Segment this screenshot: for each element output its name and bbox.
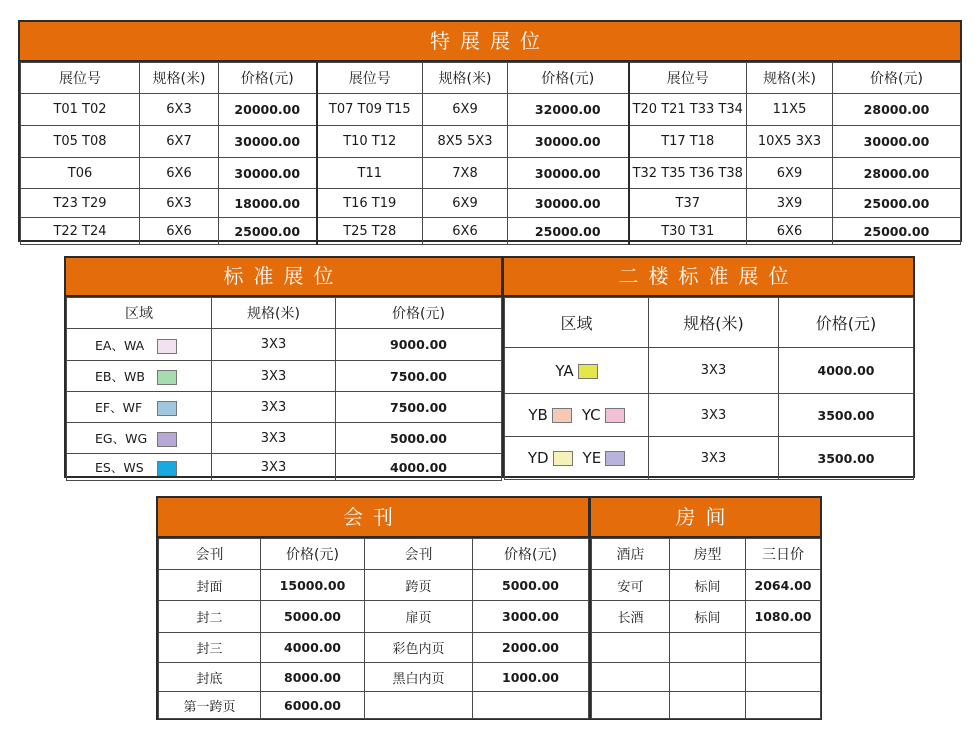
zone-label: YB	[528, 406, 548, 424]
room-price	[746, 663, 821, 692]
booth-size: 6X7	[140, 126, 219, 158]
booth-size: 3X9	[747, 189, 833, 218]
table-row	[67, 361, 502, 392]
zone-label: EG、WG	[95, 431, 148, 446]
booth-number: T25 T28	[317, 218, 423, 245]
booth-number: T22 T24	[21, 218, 140, 245]
table-row	[159, 663, 589, 692]
table-row	[159, 601, 589, 633]
item-price: 4000.00	[261, 633, 365, 663]
column-header: 价格(元)	[779, 298, 914, 348]
zone-cell	[67, 361, 212, 392]
booth-number: T17 T18	[629, 126, 747, 158]
item-name: 封三	[159, 633, 261, 663]
booth-size: 6X6	[747, 218, 833, 245]
booth-size: 3X3	[649, 348, 779, 394]
booth-price: 4000.00	[336, 454, 502, 481]
zone-color-swatch	[157, 370, 177, 385]
zone-color-swatch	[552, 408, 572, 423]
table-row	[67, 423, 502, 454]
zone-cell	[505, 394, 649, 437]
item-price: 2000.00	[473, 633, 589, 663]
zone-label: EB、WB	[95, 369, 145, 384]
zone-color-swatch	[157, 339, 177, 354]
item-name: 封底	[159, 663, 261, 692]
zone-color-swatch	[553, 451, 573, 466]
table-row	[67, 454, 502, 481]
booth-price: 30000.00	[508, 158, 629, 189]
second-floor-title: 二楼标准展位	[504, 258, 913, 297]
column-header: 区域	[505, 298, 649, 348]
table-row	[505, 348, 914, 394]
booth-price: 18000.00	[219, 189, 317, 218]
booth-size: 6X9	[423, 189, 508, 218]
column-header: 规格(米)	[747, 63, 833, 94]
item-name: 封面	[159, 570, 261, 601]
standard-booth-panel	[64, 256, 503, 478]
booth-size: 7X8	[423, 158, 508, 189]
item-price: 6000.00	[261, 692, 365, 719]
hotel-name: 长酒	[592, 601, 670, 633]
table-row	[159, 633, 589, 663]
zone-cell	[67, 423, 212, 454]
item-price: 1000.00	[473, 663, 589, 692]
zone-color-swatch	[605, 408, 625, 423]
booth-size: 3X3	[212, 454, 336, 481]
booth-number: T06	[21, 158, 140, 189]
standard-booth-table	[66, 297, 502, 481]
zone-cell	[67, 454, 212, 481]
zone-color-swatch	[157, 461, 177, 476]
booth-price: 28000.00	[833, 94, 961, 126]
zone-label: YC	[581, 406, 601, 424]
room-type	[670, 692, 746, 719]
booth-size: 6X3	[140, 189, 219, 218]
zone-cell	[505, 348, 649, 394]
column-header: 酒店	[592, 539, 670, 570]
table-row	[21, 126, 961, 158]
second-floor-table	[504, 297, 914, 480]
booth-price: 25000.00	[508, 218, 629, 245]
zone-color-swatch	[578, 364, 598, 379]
column-header: 会刊	[365, 539, 473, 570]
booth-price: 20000.00	[219, 94, 317, 126]
booth-price: 4000.00	[779, 348, 914, 394]
booth-price: 3500.00	[779, 394, 914, 437]
booth-price: 9000.00	[336, 329, 502, 361]
booth-size: 3X3	[212, 361, 336, 392]
column-header: 展位号	[21, 63, 140, 94]
zone-label: YA	[555, 361, 574, 380]
column-header: 价格(元)	[336, 298, 502, 329]
item-price: 15000.00	[261, 570, 365, 601]
booth-price: 25000.00	[219, 218, 317, 245]
zone-cell	[67, 329, 212, 361]
item-name: 跨页	[365, 570, 473, 601]
zone-label: EF、WF	[95, 400, 143, 415]
hotel-name	[592, 633, 670, 663]
table-row	[505, 437, 914, 480]
zone-label: YE	[582, 449, 602, 467]
item-name: 第一跨页	[159, 692, 261, 719]
zone-cell	[67, 392, 212, 423]
booth-number: T32 T35 T36 T38	[629, 158, 747, 189]
item-price: 5000.00	[261, 601, 365, 633]
room-type	[670, 663, 746, 692]
booth-price: 7500.00	[336, 392, 502, 423]
booth-price: 30000.00	[508, 189, 629, 218]
column-header: 价格(元)	[261, 539, 365, 570]
booth-size: 3X3	[212, 392, 336, 423]
table-row	[592, 601, 821, 633]
column-header: 规格(米)	[212, 298, 336, 329]
item-price: 8000.00	[261, 663, 365, 692]
booth-price: 25000.00	[833, 218, 961, 245]
special-booth-title: 特展展位	[20, 22, 960, 62]
column-header: 价格(元)	[833, 63, 961, 94]
booth-size: 6X9	[747, 158, 833, 189]
item-name: 彩色内页	[365, 633, 473, 663]
booth-price: 25000.00	[833, 189, 961, 218]
table-row	[159, 692, 589, 719]
room-type	[670, 633, 746, 663]
room-price: 2064.00	[746, 570, 821, 601]
column-header: 价格(元)	[508, 63, 629, 94]
column-header: 规格(米)	[140, 63, 219, 94]
booth-price: 30000.00	[219, 158, 317, 189]
table-row	[505, 394, 914, 437]
column-header: 价格(元)	[219, 63, 317, 94]
booth-size: 3X3	[212, 423, 336, 454]
table-row	[67, 392, 502, 423]
booth-number: T01 T02	[21, 94, 140, 126]
standard-booth-title: 标准展位	[66, 258, 501, 297]
booth-price: 30000.00	[833, 126, 961, 158]
booth-size: 11X5	[747, 94, 833, 126]
booth-size: 6X6	[140, 158, 219, 189]
table-row	[21, 158, 961, 189]
booth-size: 6X9	[423, 94, 508, 126]
zone-color-swatch	[157, 401, 177, 416]
booth-number: T37	[629, 189, 747, 218]
table-row	[592, 663, 821, 692]
item-price: 5000.00	[473, 570, 589, 601]
table-row	[159, 570, 589, 601]
rooms-panel	[589, 496, 822, 720]
room-price	[746, 633, 821, 663]
column-header: 价格(元)	[473, 539, 589, 570]
booth-number: T30 T31	[629, 218, 747, 245]
table-row	[592, 633, 821, 663]
booth-price: 32000.00	[508, 94, 629, 126]
column-header: 规格(米)	[649, 298, 779, 348]
table-row	[21, 189, 961, 218]
booth-number: T16 T19	[317, 189, 423, 218]
booth-size: 6X3	[140, 94, 219, 126]
hotel-name	[592, 692, 670, 719]
special-booth-table	[20, 62, 961, 245]
booth-size: 6X6	[140, 218, 219, 245]
room-type: 标间	[670, 601, 746, 633]
booth-number: T11	[317, 158, 423, 189]
hotel-name: 安可	[592, 570, 670, 601]
item-name: 封二	[159, 601, 261, 633]
rooms-title: 房间	[591, 498, 820, 538]
booth-number: T05 T08	[21, 126, 140, 158]
booth-size: 8X5 5X3	[423, 126, 508, 158]
journal-panel	[156, 496, 590, 720]
booth-price: 28000.00	[833, 158, 961, 189]
item-price: 3000.00	[473, 601, 589, 633]
second-floor-panel	[502, 256, 915, 478]
room-price	[746, 692, 821, 719]
table-row	[592, 692, 821, 719]
booth-price: 30000.00	[219, 126, 317, 158]
zone-color-swatch	[605, 451, 625, 466]
booth-size: 3X3	[649, 437, 779, 480]
zone-label: EA、WA	[95, 337, 145, 353]
booth-price: 3500.00	[779, 437, 914, 480]
item-price	[473, 692, 589, 719]
special-booth-panel	[18, 20, 962, 242]
column-header: 展位号	[317, 63, 423, 94]
zone-label: YD	[527, 449, 549, 467]
booth-size: 3X3	[212, 329, 336, 361]
booth-size: 3X3	[649, 394, 779, 437]
table-row	[592, 570, 821, 601]
column-header: 展位号	[629, 63, 747, 94]
booth-number: T20 T21 T33 T34	[629, 94, 747, 126]
booth-size: 6X6	[423, 218, 508, 245]
column-header: 会刊	[159, 539, 261, 570]
journal-title: 会刊	[158, 498, 588, 538]
column-header: 区域	[67, 298, 212, 329]
item-name: 黑白内页	[365, 663, 473, 692]
room-type: 标间	[670, 570, 746, 601]
item-name: 扉页	[365, 601, 473, 633]
booth-price: 5000.00	[336, 423, 502, 454]
column-header: 房型	[670, 539, 746, 570]
table-row	[67, 329, 502, 361]
journal-table	[158, 538, 589, 719]
zone-cell	[505, 437, 649, 480]
zone-color-swatch	[157, 432, 177, 447]
hotel-name	[592, 663, 670, 692]
column-header: 规格(米)	[423, 63, 508, 94]
item-name	[365, 692, 473, 719]
booth-number: T07 T09 T15	[317, 94, 423, 126]
booth-size: 10X5 3X3	[747, 126, 833, 158]
column-header: 三日价	[746, 539, 821, 570]
rooms-table	[591, 538, 821, 719]
table-row	[21, 94, 961, 126]
room-price: 1080.00	[746, 601, 821, 633]
booth-number: T23 T29	[21, 189, 140, 218]
table-row	[21, 218, 961, 245]
booth-price: 7500.00	[336, 361, 502, 392]
booth-number: T10 T12	[317, 126, 423, 158]
booth-price: 30000.00	[508, 126, 629, 158]
zone-label: ES、WS	[95, 460, 144, 475]
